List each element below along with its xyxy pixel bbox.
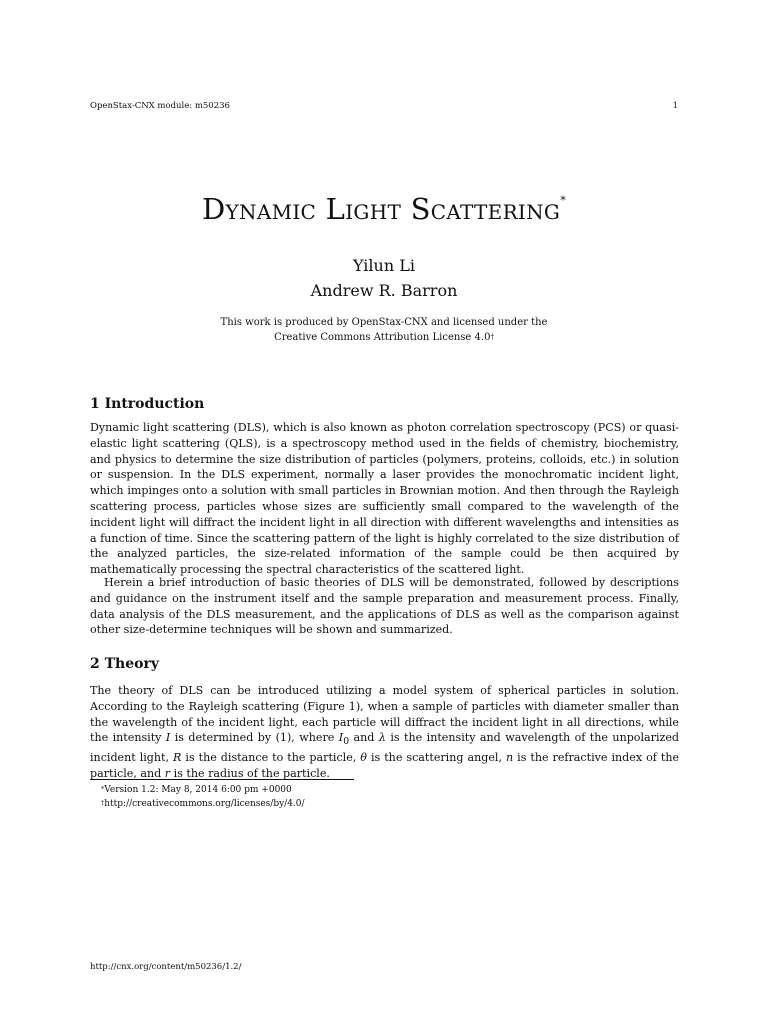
symbol-refractive-index: n: [505, 751, 514, 765]
symbol-subscript-zero: 0: [343, 736, 350, 748]
section-heading-introduction: 1 Introduction: [90, 396, 205, 412]
title-text: Dynamic Light Scattering: [201, 192, 561, 226]
symbol-theta: θ: [360, 751, 367, 765]
footnote-divider: [90, 779, 354, 780]
running-header: OpenStax-CNX module: m50236: [90, 101, 230, 111]
footnote-license-url: [101, 799, 305, 809]
symbol-distance: R: [173, 751, 182, 765]
title-footnote-marker[interactable]: *: [560, 194, 567, 207]
theory-text-c: and: [353, 731, 375, 745]
footnote-marker: †: [101, 799, 105, 807]
footer-url-link[interactable]: http://cnx.org/content/m50236/1.2/: [90, 962, 242, 972]
footnote-text: Version 1.2: May 8, 2014 6:00 pm +0000: [104, 785, 292, 795]
footnote-link[interactable]: http://creativecommons.org/licenses/by/4.0/: [104, 799, 305, 809]
theory-text-a: The theory of DLS can be introduced utilizing a model system of spherical particles in solution. According to the Rayleigh scattering (Figure 1), when a sample of particles with diameter smaller than the wavelength of the incident light, each particle will diffract the incident light in all directions, while the intensity: [90, 684, 679, 745]
introduction-paragraph-2: Herein a brief introduction of basic theories of DLS will be demonstrated, followed by descriptions and guidance on the instrument itself and the sample preparation and measurement process. Finally, data analysis of the DLS measurement, and the applications of DLS as well as the comparison against other size-determine techniques will be shown and summarized.: [90, 576, 679, 637]
page-number: 1: [672, 101, 678, 111]
license-footnote-marker[interactable]: †: [490, 333, 494, 341]
license-name: Creative Commons Attribution License 4.0: [274, 332, 491, 343]
symbol-incident-intensity: I: [338, 731, 344, 745]
theory-paragraph-1: [90, 683, 679, 782]
section-heading-theory: 2 Theory: [90, 656, 159, 672]
theory-text-f: is the scattering angel,: [370, 751, 502, 765]
symbol-radius: r: [164, 767, 171, 781]
author-2: Andrew R. Barron: [310, 281, 458, 300]
introduction-paragraph-1: Dynamic light scattering (DLS), which is also known as photon correlation spectroscopy (PCS) or quasi-elastic light scattering (QLS), is a spectroscopy method used in the fields of chemistry, biochemistry, and physics to determine the size distribution of particles (polymers, proteins, colloids, etc.) in solution or suspension. In the DLS experiment, normally a laser provides the monochromatic incident light, which impinges onto a solution with small particles in Brownian motion. And then through the Rayleigh scattering process, particles whose sizes are sufficiently small compared to the wavelength of the incident light will diffract the incident light in all direction with different wavelengths and intensities as a function of time. Since the scattering pattern of the light is highly correlated to the size distribution of the analyzed particles, the size-related information of the sample could be then acquired by mathematically processing the spectral characteristics of the scattered light.: [90, 421, 679, 577]
theory-text-b: is determined by (1), where: [174, 731, 335, 745]
theory-text-h: is the radius of the particle.: [173, 767, 330, 781]
license-line-1: This work is produced by OpenStax-CNX and licensed under the: [220, 317, 548, 328]
license-line-2: [0, 330, 768, 345]
theory-text-g: is the refractive index of the particle, and: [90, 751, 680, 781]
theory-text-d: is the intensity and wavelength of the unpolarized incident light,: [90, 731, 680, 765]
footnote-version: [101, 785, 292, 795]
footnote-marker: *: [101, 785, 105, 793]
document-title: [0, 192, 768, 226]
symbol-lambda: λ: [378, 731, 386, 745]
license-statement: [0, 315, 768, 345]
symbol-intensity: I: [165, 731, 171, 745]
author-1: Yilun Li: [353, 256, 415, 275]
theory-text-e: is the distance to the particle,: [185, 751, 357, 765]
